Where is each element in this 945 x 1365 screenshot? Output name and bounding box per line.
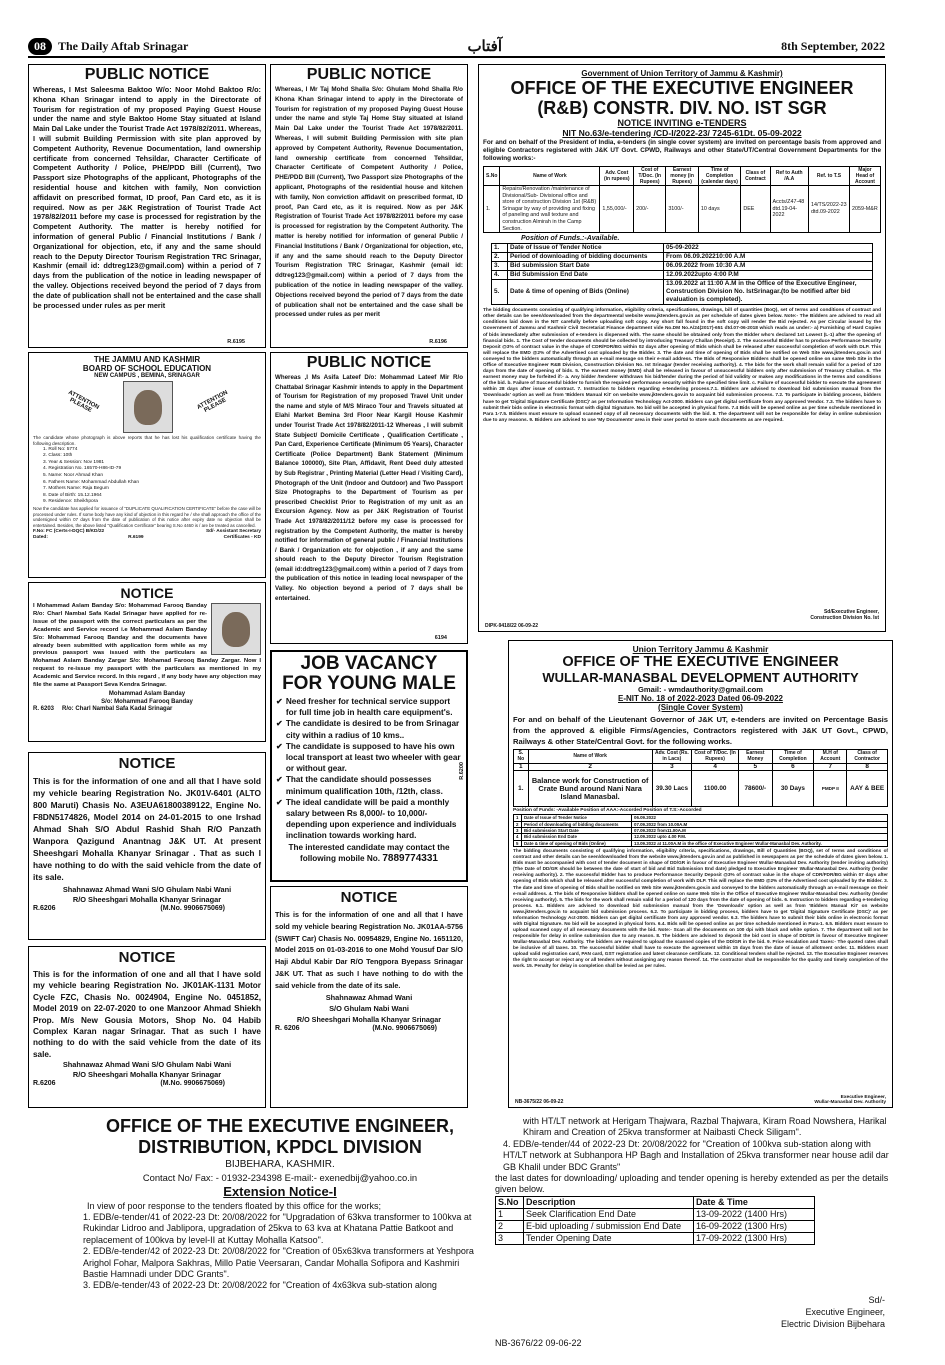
cell: 2 (528, 763, 652, 770)
wm-dates-table (513, 814, 888, 847)
table-row (496, 1232, 815, 1244)
notice-title: PUBLIC NOTICE (306, 354, 432, 371)
cell: 13.09.2022 at 11:00 A.M in the Office of the Executive Engineer, Construction Division No. IstSrinagar.(to be notified after bid evaluation is completed). (664, 280, 873, 305)
rb-works-table-wrap (479, 164, 885, 235)
kpdcl-signature (781, 1294, 885, 1330)
notice-body: This is for the information of one and all that I have sold my vehicle bearing Registration No. JK01AA-5756 (SWIFT Car) Chasis No. 00954829, Engine No. 1651120, Model 2015 on 01-03-2016 to one Mohd Yousuf Dar S/O Haji Abdul Kabir Dar R/O Tengpora Byepass Srinagar J&K UT. That as such I have nothing to do with the said vehicle from the date of its sale. (275, 910, 463, 990)
rb-ref: DIPK-9418/22 06-09-22 (485, 623, 539, 629)
notice-foot (29, 1080, 265, 1087)
rb-works-table (483, 166, 881, 233)
cell: Balance work for Construction of Crate Bund around Nani Nara Island Manasbal. (528, 771, 652, 807)
check-icon: ✔ (276, 719, 283, 729)
cell: 3100/- (666, 186, 699, 233)
job-item-text: The candidate is supposed to have his own local transport at least two wheeler with gear or without gear. (285, 741, 461, 774)
cell: 1. (484, 186, 500, 233)
notice-body: Whereas, I Mst Saleesma Baktoo W/o: Noor Mohd Baktoo R/o: Khona Khan Srinagar intend to apply in the Directorate of Tourism for registration of my proposed Paying Guest House under the name and style Baktoo Home Stay situated at Island Main Dal Lake under the Tourist Trade Act 1978/82/2011. Whereas, I will submit Building Permission with site plan approved by Competent Authority, Revenue Documentation, land ownership certificate from concerned Tehsildar, Character Certificate of Competent Authority / Police, PHE/PDD Bill (Current), Two Passport size Photographs of the applicant, Photographs of the residential house and kitchen with family, Non conviction affidavit on prescribed format, ID proof, Pan Card etc, as it is required. Now as per J&K Registration of Tourist Trade Act 1978/82/2011 before my case is processed for registration by the Competent Authority. The matter is hereby notified for information of general Public / Financial Institutions / Bank / Organizational for objection, etc, if any and the same should reach to the Deputy Director Tourism Registration TRC Srinagar, Kashmir (email id: ddtreg123@gmail.com) within a period of 7 days from the publication of the notice in leading newspaper of the valley. Objections received beyond the period of 7 days from the date of publication shall not be entertained and the case shall be processed under rules as per merit (33, 85, 261, 310)
newspaper-header (28, 36, 885, 58)
wm-works-table (513, 749, 888, 807)
cell: 1100.00 (692, 771, 739, 807)
rb-nit: NIT No.63/e-tendering /CD-I/2022-23/ 7245-61Dt. 05-09-2022 (562, 128, 802, 138)
cell: Period of downloading of bidding documents (508, 253, 664, 262)
notice-title: NOTICE (118, 755, 176, 772)
cell: Repairs/Renovation /maintenance of Divisional/Sub- Divisional office and store of construction Division 1st (R&B) Srinagar by way of providing and fixing of paneling and wall texture and construction Almirah in the Camp Section. (500, 186, 600, 233)
job-item-text: That the candidate should possesses minimum qualification 10th, /12th, class. (285, 775, 443, 796)
table-row (484, 186, 881, 233)
cell: 3. (492, 262, 508, 271)
notice-vehicle-fz (28, 946, 266, 1108)
cell: 3 (496, 1232, 524, 1244)
field-dob: 8. Date of Birth: 15.12.1964 (43, 492, 102, 498)
jkbose-sig-right: Certificates - KD (223, 535, 261, 541)
check-icon: ✔ (276, 697, 283, 706)
wm-dates-wrap (509, 814, 892, 847)
rb-tender-notice (478, 64, 886, 632)
wm-title1: OFFICE OF THE EXECUTIVE ENGINEER (562, 654, 839, 670)
cell: 78600/- (739, 771, 772, 807)
cell: 6 (772, 763, 814, 770)
wm-ut: Union Territory Jammu & Kashmir (632, 644, 769, 654)
job-title1: JOB VACANCY (300, 653, 438, 674)
notice-sig2: R/O Sheeshgari Mohalla Khanyar Srinagar (72, 895, 222, 904)
notice-ref: R. 6206 (275, 1024, 300, 1032)
table-header-row (496, 1196, 815, 1208)
cell: 5 (514, 840, 522, 846)
wm-sig1: Executive Engineer, (840, 1095, 886, 1100)
job-item-text: The candidate is desired to be from Srinagar city within a radius of 10 kms.. (285, 719, 460, 740)
kpdcl-title1: OFFICE OF THE EXECUTIVE ENGINEER, (105, 1116, 455, 1136)
cell: 10 days (698, 186, 740, 233)
col-emd: Earnest Money (739, 750, 772, 764)
cell: 14/TS/2022-23 dtd.09-2022 (808, 186, 849, 233)
cell: 12.09.2022 upto 4.00 P.M. (632, 834, 888, 840)
notice-title: PUBLIC NOTICE (306, 66, 432, 83)
notice-ref: R. 6203 (33, 705, 55, 712)
notice-sig1: Shahnawaz Ahmad Wani (325, 992, 413, 1002)
paper-logo: آفتاب (467, 37, 502, 55)
kpdcl-dates-table (495, 1196, 815, 1245)
cell: 1. (514, 771, 529, 807)
job-vacancy-ad (270, 650, 468, 882)
wm-signature (814, 1095, 886, 1105)
cell: Date & time of opening of Bids (Online) (522, 840, 632, 846)
jkbose-notice (28, 352, 266, 578)
notice-sig1: Shahnawaz Ahmad Wani S/O Ghulam Nabi Wani (62, 1060, 232, 1070)
jkbose-dated: Dated: (33, 535, 48, 541)
cell: 4 (514, 834, 522, 840)
notice-mobile: (M.No. 9906675069) (372, 1024, 437, 1032)
date-row (492, 280, 873, 305)
cell: From 06.09.202210:00 A.M (664, 253, 873, 262)
job-title2: FOR YOUNG MALE (282, 673, 456, 694)
jkbose-ref: R.6199 (128, 535, 144, 541)
cell: 05-09-2022 (664, 244, 873, 253)
board-line2: BOARD OF SCHOOL EDUCATION (82, 364, 212, 373)
cell: Bid submission Start Date (508, 262, 664, 271)
cell: 5 (739, 763, 772, 770)
notice-title: NOTICE (118, 949, 176, 966)
field-session: 3. Year & Session: Nov 1981 (43, 459, 105, 465)
board-line1: THE JAMMU AND KASHMIR (93, 355, 201, 364)
table-row (496, 1208, 815, 1220)
page-number: 08 (28, 38, 52, 55)
col-ts: Ref. to T.S (808, 167, 849, 186)
cell: Date & time of opening of Bids (Online) (508, 280, 664, 305)
notice-sig2: R/O Sheeshgari Mohalla Khanyar Srinagar (72, 1070, 222, 1080)
field-mother: 7. Mothers Name: Raja Begum (43, 486, 109, 492)
notice-title: PUBLIC NOTICE (84, 66, 210, 83)
notice-title: NOTICE (120, 585, 174, 601)
col-desc: Description (524, 1196, 694, 1208)
table-header-row (514, 750, 888, 764)
rb-sig1: Sd/Executive Engineer, (823, 609, 879, 615)
cell: Period of downloading of bidding documents (522, 821, 632, 827)
cell: 1,55,000/- (600, 186, 634, 233)
jkbose-fno: F.No: FC (Certs-I-DQC) B/KD/22 (33, 529, 105, 535)
cell: DEE (741, 186, 770, 233)
cell: AAY & BEE (847, 771, 888, 807)
job-item-text: Need fresher for technical service support for full time job in health care equipment's. (285, 697, 453, 718)
wm-intro: For and on behalf of the Lieutenant Governor of J&K UT, e-tenders are invited on Percentage Basis from the approved & eligible Firms/Agencies, Contractors registered with J&K UT Govt., CPWD, Railways & other State/Central Govt. for the following works. (513, 715, 888, 746)
cell: 2 (514, 821, 522, 827)
cell: 30 Days (772, 771, 814, 807)
notice-vehicle-alto (28, 752, 266, 940)
date-row (492, 253, 873, 262)
col-sno: S. No (514, 750, 529, 764)
wm-pof: Position of Funds: -Available Position of AAA:-Accorded Position of T.S:-Accorded (513, 808, 702, 814)
cell: 1 (496, 1208, 524, 1220)
cell: Bid Submission End Date (508, 271, 664, 280)
col-sno: S.No (496, 1196, 524, 1208)
notice-body: This is for the information of one and all that I have sold my vehicle bearing Registration No. JK01AK-1131 Motor Cycle FZC, Chasis No. 0024904, Engine No. 0451852, Model 2019 on 22-07-2020 to one Manzoor Ahmad Shiekh Prop. M/s New Gousia Motors, Shop No. 04 Habib Complex Karan nagar Srinagar. That as such I have nothing to do with the said vehicle from the date of its sale. (33, 970, 261, 1059)
job-item (276, 774, 462, 796)
col-emd: Earnest money (in Rupees) (666, 167, 699, 186)
cell: 16-09-2022 (1300 Hrs) (694, 1220, 815, 1232)
cell: 13.09.2022 at 11.00A.M in the office of Executive Engineer Wullar-Manasbal Dev. Authority. (632, 840, 888, 846)
attention-left: ATTENTION PLEASE (67, 389, 100, 414)
field-father: 6. Fathers Name: Mohammad Abdullah Khan (43, 479, 139, 485)
cell: 12.09.2022upto 4:00 P.M (664, 271, 873, 280)
wm-nit: E-NIT No. 18 of 2022-2023 Dated 06-09-2022 (618, 694, 783, 703)
cell: 39.30 Lacs (652, 771, 691, 807)
notice-title: NOTICE (340, 889, 398, 906)
notice-foot (29, 905, 265, 912)
rb-intro: For and on behalf of the President of India, e-tenders (in single cover system) are invited on percentage basis from approved and eligible Contractors registered with J&K UT Govt. CPWD, Railways and other State/UT/Central Government Departments for the following works:- (483, 139, 881, 162)
cell: 2. (492, 253, 508, 262)
wm-title2: WULLAR-MANASBAL DEVELOPMENT AUTHORITY (542, 670, 859, 685)
notice-vehicle-swift (270, 886, 468, 1108)
wm-sig2: Wullar-Manasbal Dev. Authority (814, 1100, 886, 1105)
notice-sig1: Mohammad Aslam Banday (108, 690, 186, 697)
job-contact-text: The interested candidate may contact the following mobile No. (288, 842, 450, 863)
job-item (276, 797, 462, 842)
applicant-photo (211, 603, 261, 655)
job-requirements (272, 694, 466, 842)
notice-ref: R.6206 (33, 1080, 56, 1088)
jkbose-fields (29, 447, 265, 506)
kpdcl-item1: 1. EDB/e-tender/41 of 2022-23 Dt: 20/08/2022 for "Upgradation of 63kva transformer to 100kva at Rukindar Lidroo and Jablipora, upgradation of 25kva to 63 kva at Khatana Pattie Batkoot and replacement of 100kva by level-II at Kuttay Mohalla Katsoo". (83, 1212, 472, 1245)
field-class: 2. Class: 10th (43, 453, 73, 459)
col-adv: Adv. Cost (Rs. in Lacs) (652, 750, 691, 764)
kpdcl-contact: Contact No/ Fax: - 01932-234398 E-mail:- exenedbij@yahoo.co.in (142, 1172, 418, 1183)
issue-date: 8th September, 2022 (781, 38, 885, 53)
kpdcl-right-col (495, 1116, 889, 1353)
wm-gmail: Gmail: - wmdauthority@gmail.com (637, 685, 764, 694)
table-number-row (514, 763, 888, 770)
paper-name: The Daily Aftab Srinagar (58, 38, 189, 53)
kpdcl-item4: 4. EDB/e-tender/44 of 2022-23 Dt: 20/08/2022 for "Creation of 100kva sub-station along with HT/LT network at Subhanpora HP Bagh and Installation of 25kva transformer near house adil dar GB Khalil under BDC Grants" (503, 1138, 889, 1172)
notice-sig2: S/o: Mohammad Farooq Banday (101, 698, 193, 705)
kpdcl-item3-cont: with HT/LT network at Herigam Thajwara, Razbal Thajwara, Kiram Road Nowshera, Harikal Khiram and Creation of 25kva transformer at Naibasti Check Siligam". (523, 1116, 887, 1138)
notice-body: Whereas ,I Ms Asifa Lateef D/o: Mohammad Lateef Mir R/o Chattabal Srinagar Kashmir intends to apply in the Department of Tourism for Registration of my proposed Travel Unit under the name and style of M/S Miraco Tour and Travels situated at Elahi Market Bemina 3rd Floor Near Kargil House Kashmir under Tourist Trade Act 1978/82/2011-12 Whereas , I will submit State Subject/ Domicile Certificate , Qualification Certificate , Pan Card, Experience Certificate (Minimum 05 Years), Character Certificate (Police Department) Bank Statement (Minimum Balance 100000), Site Plan, Affidavit, Rent Deed duly attested by Sub Registrar , Printing Material (Letter Head / Visiting Card), Photograph of the Unit (Indoor and Outdoor) and Two Passport Size Photographs to the Department of Tourism as per prescribed Checklist Prior to Registration of my unit as an Excursion Agency. Now as per J&K Registration of Tourist Trade Act 1978/82/2011/12 before my case is processed for registration by the Competent Authority, the matter is hereby notified for information of general public / Financial Institutions / Bank / Organization etc for objection , if any and the same should reach to the Deputy Director Tourism Registration (email id:ddtreg123@gmail.com) within a period of 7 days from the publication of this notice in leading local newspaper of the Valley. No objection beyond a period of 7 days shall be entertained. (275, 374, 463, 602)
check-icon: ✔ (276, 797, 283, 807)
col-work: Name of Work (500, 167, 600, 186)
cell: 1 (514, 763, 529, 770)
job-item (276, 741, 462, 775)
date-row (492, 262, 873, 271)
kpdcl-sig1: Sd/- (868, 1295, 885, 1305)
col-tdoc: Cost of T/Doc. (In Rupees) (692, 750, 739, 764)
notice-ref: R.6206 (33, 905, 56, 912)
rb-dates-table (491, 243, 873, 305)
notice-body: I Mohammad Aslam Banday S/o: Mohammad Farooq Banday R/o: Charl Nambal Safa Kadal Srinagar have applied for re-issue of the passport with the correct particulars as per the Academic and Service record i.e Mohammad Aslam Banday S/o: Mohammad Farooq Banday and the documents have already been submitted with application form while as my previous passport was issued with the particulars as Mohamad Aslam Banday Zargar S/o: Mohamad Farooq Banday Zargar. Now I request to re-issue my passport with the particulars as mentioned in my Academic and Service record. In this regard , if any body have any objection may file the same at Passport Seva Kendra Srinagar. (33, 603, 261, 689)
rb-title3: NOTICE INVITING e-TENDERS (617, 118, 747, 128)
notice-body: Whereas, I Mr Taj Mohd Shalla S/o: Ghulam Mohd Shalla R/o Khona Khan Srinagar intend to apply in the Directorate of Tourism for registration of my proposed Paying Guest House under the name and style Taj Home Stay situated at Island Main Dal Lake under the Tourist Trade Act 1978/82/2011. Whereas, I will submit Building Permission with site plan approved by Competent Authority, Revenue Documentation, land ownership certificate from concerned Tehsildar, Character Certificate of Competent Authority / Police, PHE/PDD Bill (Current), Two Passport size Photographs of the applicant, Photographs of the residential house and kitchen with family, Non conviction affidavit on prescribed format, ID proof, Pan Card etc, as it is required. Now as per J&K Registration of Tourist Trade Act 1978/82/2011 before my case is processed for registration by the Competent Authority. The matter is hereby notified for information of general Public / Financial Institutions / Bank / Organizational for objection, etc, if any and the same should reach to the Deputy Director Tourism Registration TRC Srinagar, Kashmir (email id: ddtreg123@gmail.com) within a period of 7 days from the publication of the notice in leading newspaper of the valley. Objections received beyond the period of 7 days from the date of publication shall not be entertained and the case shall be processed under rules as per merit (275, 86, 463, 319)
kpdcl-item2: 2. EDB/e-tender/42 of 2022-23 Dt: 20/08/2022 for "Creation of 05x63kva transformers at Yeshpora Arighol Fohar, Malpora Sakhras, Millo Patie Veersaran, Candar Mohalla Sofipora and Kashmiri Bastie Hamnadi under DDC Grants". (83, 1246, 474, 1280)
kpdcl-intro: In view of poor response to the tenders floated by this office for the works; (87, 1201, 381, 1211)
public-notice-shalla (270, 64, 468, 348)
col-time: Time of Completion (772, 750, 814, 764)
job-item (276, 718, 462, 740)
col-tdoc: Cost of T/Doc. (In Rupees) (634, 167, 666, 186)
check-icon: ✔ (276, 775, 283, 785)
cell: Date of Issue of Tender Notice (522, 815, 632, 821)
cell: 06.09.2022 (632, 815, 888, 821)
cell: Tender Opening Date (524, 1232, 694, 1244)
rb-title1: OFFICE OF THE EXECUTIVE ENGINEER (510, 78, 854, 98)
col-sno: S.No (484, 167, 500, 186)
rb-pof: Position of Funds.:-Available. (521, 235, 620, 243)
jkbose-sig-left: Sd/- Assistant Secretary (205, 529, 261, 535)
cell: 13-09-2022 (1400 Hrs) (694, 1208, 815, 1220)
field-roll: 1. Roll No: 5774 (43, 446, 78, 452)
public-notice-baktoo (28, 64, 266, 348)
kpdcl-extension-notice (75, 1116, 889, 1353)
cell: 2 (496, 1220, 524, 1232)
notice-foot (271, 1025, 467, 1032)
header-left (28, 38, 188, 55)
kpdcl-ext-text: the last dates for downloading/ uploading and tender opening is hereby extended as per the details given below. (495, 1173, 889, 1195)
col-head: Major Head of Account (849, 167, 880, 186)
cell: PMDP II (814, 771, 847, 807)
notice-sig1: Shahnawaz Ahmad Wani S/O Ghulam Nabi Wani (62, 885, 232, 894)
col-date: Date & Time (694, 1196, 815, 1208)
cell: Date of Issue of Tender Notice (508, 244, 664, 253)
notice-ref: R.6195 (227, 339, 245, 345)
notice-sig3: R/O Sheeshgari Mohalla Khanyar Srinagar (296, 1014, 442, 1024)
cell: 3 (652, 763, 691, 770)
notice-sig2: S/O Ghulam Nabi Wani (329, 1003, 409, 1013)
col-class: Class of Contract (741, 167, 770, 186)
attention-right: ATTENTION PLEASE (196, 389, 229, 414)
col-aa: Ref to Auth /A.A (770, 167, 808, 186)
col-time: Time of Completion (calendar days) (698, 167, 740, 186)
job-item-text: The ideal candidate will be paid a monthly salary between Rs 8,000/- to 10,000/- depending upon experience and individuals inclination towards working hard. (285, 797, 457, 841)
job-ref: R.6200 (459, 762, 465, 780)
cell: 07.09.2022 from 10.00A.M (632, 821, 888, 827)
notice-ref: R.6196 (429, 339, 447, 345)
col-class: Class of Contractor (847, 750, 888, 764)
board-line3: NEW CAMPUS , BEMINA, SRINAGAR (94, 373, 200, 379)
cell: Bid submission End Date (522, 834, 632, 840)
col-adv: Adv. Cost (in rupees) (600, 167, 634, 186)
kpdcl-title3: BIJBEHARA, KASHMIR. (225, 1159, 335, 1170)
field-name: 5. Name: Noor Ahmad Khan (43, 472, 103, 478)
cell: 7 (814, 763, 847, 770)
cell: 1. (492, 244, 508, 253)
date-row (514, 840, 888, 846)
wm-system: (Single Cover System) (658, 703, 743, 712)
rb-title2: (R&B) CONSTR. DIV. NO. IST SGR (537, 98, 827, 118)
cell: 2059-M&R (849, 186, 880, 233)
cell: 06.09.2022 from 10:30 A.M (664, 262, 873, 271)
wm-terms: The bidding documents consisting of qualifying information, eligibility criteria, specifications, drawings, Bill of Quantities (BOQ), set of terms and conditions of contract and other details can be seen/downloaded from the website www.jktenders.gov.in and as published in newspapers as per the schedule of dates given below. 1. Bids must be accompanied with cost of tender document in shape of DD/GR in favour of Executive Engineer Wullar-Manasbal Dev. Authority (tender inviting authority) (The Date of DD/GR should be between the date of start of bid and Bid Submission End date) pledged to Executive Engineer Wullar-Manasbal Dev. Authority (tender receiving authority). 2. The successful Bidder has to produce Performance Security Deposit @3% of contract value in the shape of CDR/FDR/BG within 07 days after opening of Bids which shall be released after successful completion of work with DLP. This will replace the EMD @2% of the Advertised cost uploaded by the Bidder. 3. The date and time of opening of Bids shall be notified on Web Site www.jktenders.gov.in and conveyed to the bidders automatically through an e-mail message on their e-mail address. 4. The bids of Responsive bidders shall be opened online on same Web Site in the Office of Executive Engineer Wullar-Manasbal Dev. Authority (tender receiving authority). 5. The bids for the work shall remain valid for a period of 120 days from the date of opening of bids. 6. Instruction to bidders regarding e-tendering process. 6.1. Bidders are advised to download bid submission manual from the 'Downloads' option as well as from 'Bidders Manual Kit' on website www.jktenders.gov.in to acquaint bid submission process. 6.2. To participate in bidding process, bidders have to get 'Digital Signature Certificate (DSC)' as per Information Technology Act-2000. Bidders can get digital certificate from any approved vendor. 6.3. The bidders have to submit their bids online in electronic format with Digital Signature. No bid will be accepted in physical form. 6.4. Bids will be opened online as per time schedule mentioned in Para-1. 6.5. Bidders must ensure to upload scanned copy of all necessary documents with the bid. Note:- Scan all the documents on 100 dpi with black and white option. 7. The department will not be responsible for delay in online submission due to any reason. 8. The bidders are advised to deposit the bid cost in shape of DD/GR in favour of Executive Engineer Wullar-Manasbal Dev. Authority. The bidders are required to upload the scanned copies of the DD/GR in the bid. 9. Price escalation and Taxes:- The quoted rates shall be inclusive of all taxes. 10. The successful bidder shall have to execute the agreement within 15 days from the date of issue of allotment order. 11. Bidders must upload valid registration card, PAN card, GST registration and latest clearance certificate. 12. Conditional tenders shall be rejected. 13. The Executive Engineer reserves the right to accept or reject any or all tenders without assigning any reason thereof. 14. The contractor shall be responsible for the quality and timely completion of the work. 15. Penalty for delay in completion shall be levied as per rules. (513, 848, 888, 969)
kpdcl-ref: NB-3676/22 09-06-22 (495, 1338, 582, 1348)
kpdcl-sig2: Executive Engineer, (805, 1307, 885, 1317)
cell: 200/- (634, 186, 666, 233)
cell: E-bid uploading / submission End Date (524, 1220, 694, 1232)
cell: Accts/Z47-48 dtd.19-04-2022 (770, 186, 808, 233)
table-row (496, 1220, 815, 1232)
kpdcl-sig3: Electric Division Bijbehara (780, 1319, 885, 1329)
rb-gov: Government of Union Territory of Jammu & Kashmir) (581, 69, 783, 78)
wullar-tender-notice (508, 640, 893, 1108)
cell: 07.09.2022 from11.00A.M (632, 828, 888, 834)
rb-signature (810, 609, 879, 621)
wm-ref: NB-3675/22 06-09-22 (515, 1099, 564, 1105)
cell: Bid submission Start Date (522, 828, 632, 834)
jkbose-intro: The candidate whose photograph is above reports that he has lost his qualification certificate having the following description. (33, 435, 261, 446)
photo-row (29, 379, 265, 433)
notice-mobile: (M.No. 9906675069) (160, 1080, 225, 1088)
table-row (514, 771, 888, 807)
kpdcl-title2: DISTRIBUTION, KPDCL DIVISION (138, 1137, 422, 1157)
cell: 5. (492, 280, 508, 305)
col-mh: M.H of Account (814, 750, 847, 764)
notice-sig3: R/o: Charl Nambal Safa Kadal Srinagar (62, 705, 173, 712)
kpdcl-ext-title: Extension Notice-I (223, 1184, 337, 1199)
public-notice-travel (270, 352, 468, 644)
col-work: Name of Work (528, 750, 652, 764)
check-icon: ✔ (276, 741, 283, 751)
cell: 4. (492, 271, 508, 280)
notice-passport (28, 582, 266, 742)
notice-mobile: (M.No. 9906675069) (160, 905, 225, 912)
jkbose-sig-row2 (29, 535, 265, 540)
job-mobile: 7889774331 (382, 852, 438, 864)
job-item (276, 696, 462, 718)
date-row (492, 271, 873, 280)
table-header-row (484, 167, 881, 186)
notice-body: This is for the information of one and all that I have sold my vehicle bearing Registration No. JK01V-6401 (ALTO 800 Maruti) Chasis No. A3EUA61800389122, Engine No. F8DN5174826, Model 2014 on 24-01-2015 to one Irshad Ahmad Shah S/O Abdul Rashid Shah R/O Panzath Wanpora Qazigund Anantnag J&K UT. At present Sheeshgari Mohalla Khanyar Srinagar . That as such I have nothing to do with the said vehicle from the date of its sale. (33, 776, 261, 882)
rb-sig2: Construction Division No. Ist (810, 615, 879, 621)
notice-ref: 6194 (434, 635, 447, 641)
field-residence: 9. Residence: Sheikhpora (43, 499, 98, 505)
jkbose-tail: Now the candidate has applied for issuance of "DUPLICATE QUALIFICATION CERTIFICATE" before the case will be processed under rules. If some body have any kind of objection in this regard he / she shall approach the office of the undersigned within 07 days from the date of publication of this notice after expiry date no objection shall be entertained. Besides, the above listed "Qualification Certificate" bearing S.No 4460 is / are be treated as cancelled. (33, 505, 261, 528)
cell: 8 (847, 763, 888, 770)
job-contact (272, 842, 466, 864)
cell: Seek Clarification End Date (524, 1208, 694, 1220)
wm-works-table-wrap (509, 749, 892, 807)
rb-terms: The bidding documents consisting of qualifying information, eligibility criteria, specifications, drawings, bill of quantities (BoQ), set of terms and conditions of contract and other details can be seen/downloaded from the departmental website www.jktenders.gov.in as per schedule of dates given below. Note:- The Bidders are advised to read all conditions laid down in the NIT carefully before uploading soft copy. Any short fall found in the soft copy will render the Bid rejected. As per Circular issued by the Government of Jammu and Kashmir Civil Secretariat Finance department vide No.DM No.A/24(2017)-651 dtd.07-06-2018 which reads as under:- a) Furnishing of Hard Copies of bids immediately after submission of e-tenders is dispensed with. The same should be obtained only from the Bidder who's declared 1st Lowest (L-1) after the opening of financial bids. 1. The Cost of tender documents should be collected by introducing Treasury Challan (Receipt). 2. The successful Bidder has to produce Performance Security Deposit @3% of contract value in the shape of CDR/FDR/BG within 02 days after opening of Bids which shall be released after successful completion of work with DLP. This will replace the EMD @2% of the Advertised cost uploaded by the Bidder. 3. The date and time of opening of Bids shall be notified on Web Site www.jktenders.gov.in and conveyed to the bidders automatically through an e-mail message on their e-mail address. The Bids of Responsive Bidders shall be opened online on same Web Site in the Office of Executive Engineer R&B Division, Construction Division No. Ist Srinagar (tender receiving authority). 4. The bids for the work shall remain valid for a period of 120 days from the date of opening of bids. 5. The earnest money (EMD) shall be released in favour of unsuccessful bidders only after submission of Treasury Challan. 6. The earnest money may be forfeited if:- a. Any bidder /tenderer withdraws his bid/tender during the period of bid validity or makes any modifications in the terms and conditions of the bid. b. Failure of Successful bidder to furnish the required performance security within the specified time limit. c. Failure of successful bidder to execute the agreement within 28 days after issue of contract. 7. Instruction to bidders regarding e-tendering process.7.1. Bidders are advised to download bid submission manual from the 'Downloads' option as well as from 'Bidders Manual Kit' on website www.jktenders.gov.in to acquaint bid submission process. 7.2. To participate in bidding process, bidders have to get 'Digital Signature Certificate (DSC)' as per Information Technology Act-2000. Bidders can get digital certificate from any approved Vendor. 7.3. The bidders have to submit their bids online in electronic format with digital Signature. No bid will be accepted in physical form. 7.4 Bids will be opened online as per time schedule mentioned in Para 1-7.5. Bidders must ensure to upload scanned copy of all necessary documents with the bid. 8. The department will not be responsible for delay in online submission due to any reasons. 9. Bidders are advised to use 'My Documents' area in their user portal to store such documents as are required. (483, 308, 881, 423)
cell: 3 (514, 828, 522, 834)
kpdcl-item3: 3. EDB/e-tender/43 of 2022-23 Dt: 20/08/2022 for "Creation of 4x63kva sub-station along (83, 1280, 437, 1291)
cell: 1 (514, 815, 522, 821)
notice-sig-row (29, 706, 265, 712)
field-registration: 4. Registration No. 16570-H86-ID-79 (43, 466, 122, 472)
rb-dates-wrap (479, 242, 885, 306)
candidate-photo (123, 381, 173, 433)
date-row (492, 244, 873, 253)
cell: 17-09-2022 (1300 Hrs) (694, 1232, 815, 1244)
kpdcl-left-col (75, 1116, 485, 1353)
cell: 4 (692, 763, 739, 770)
